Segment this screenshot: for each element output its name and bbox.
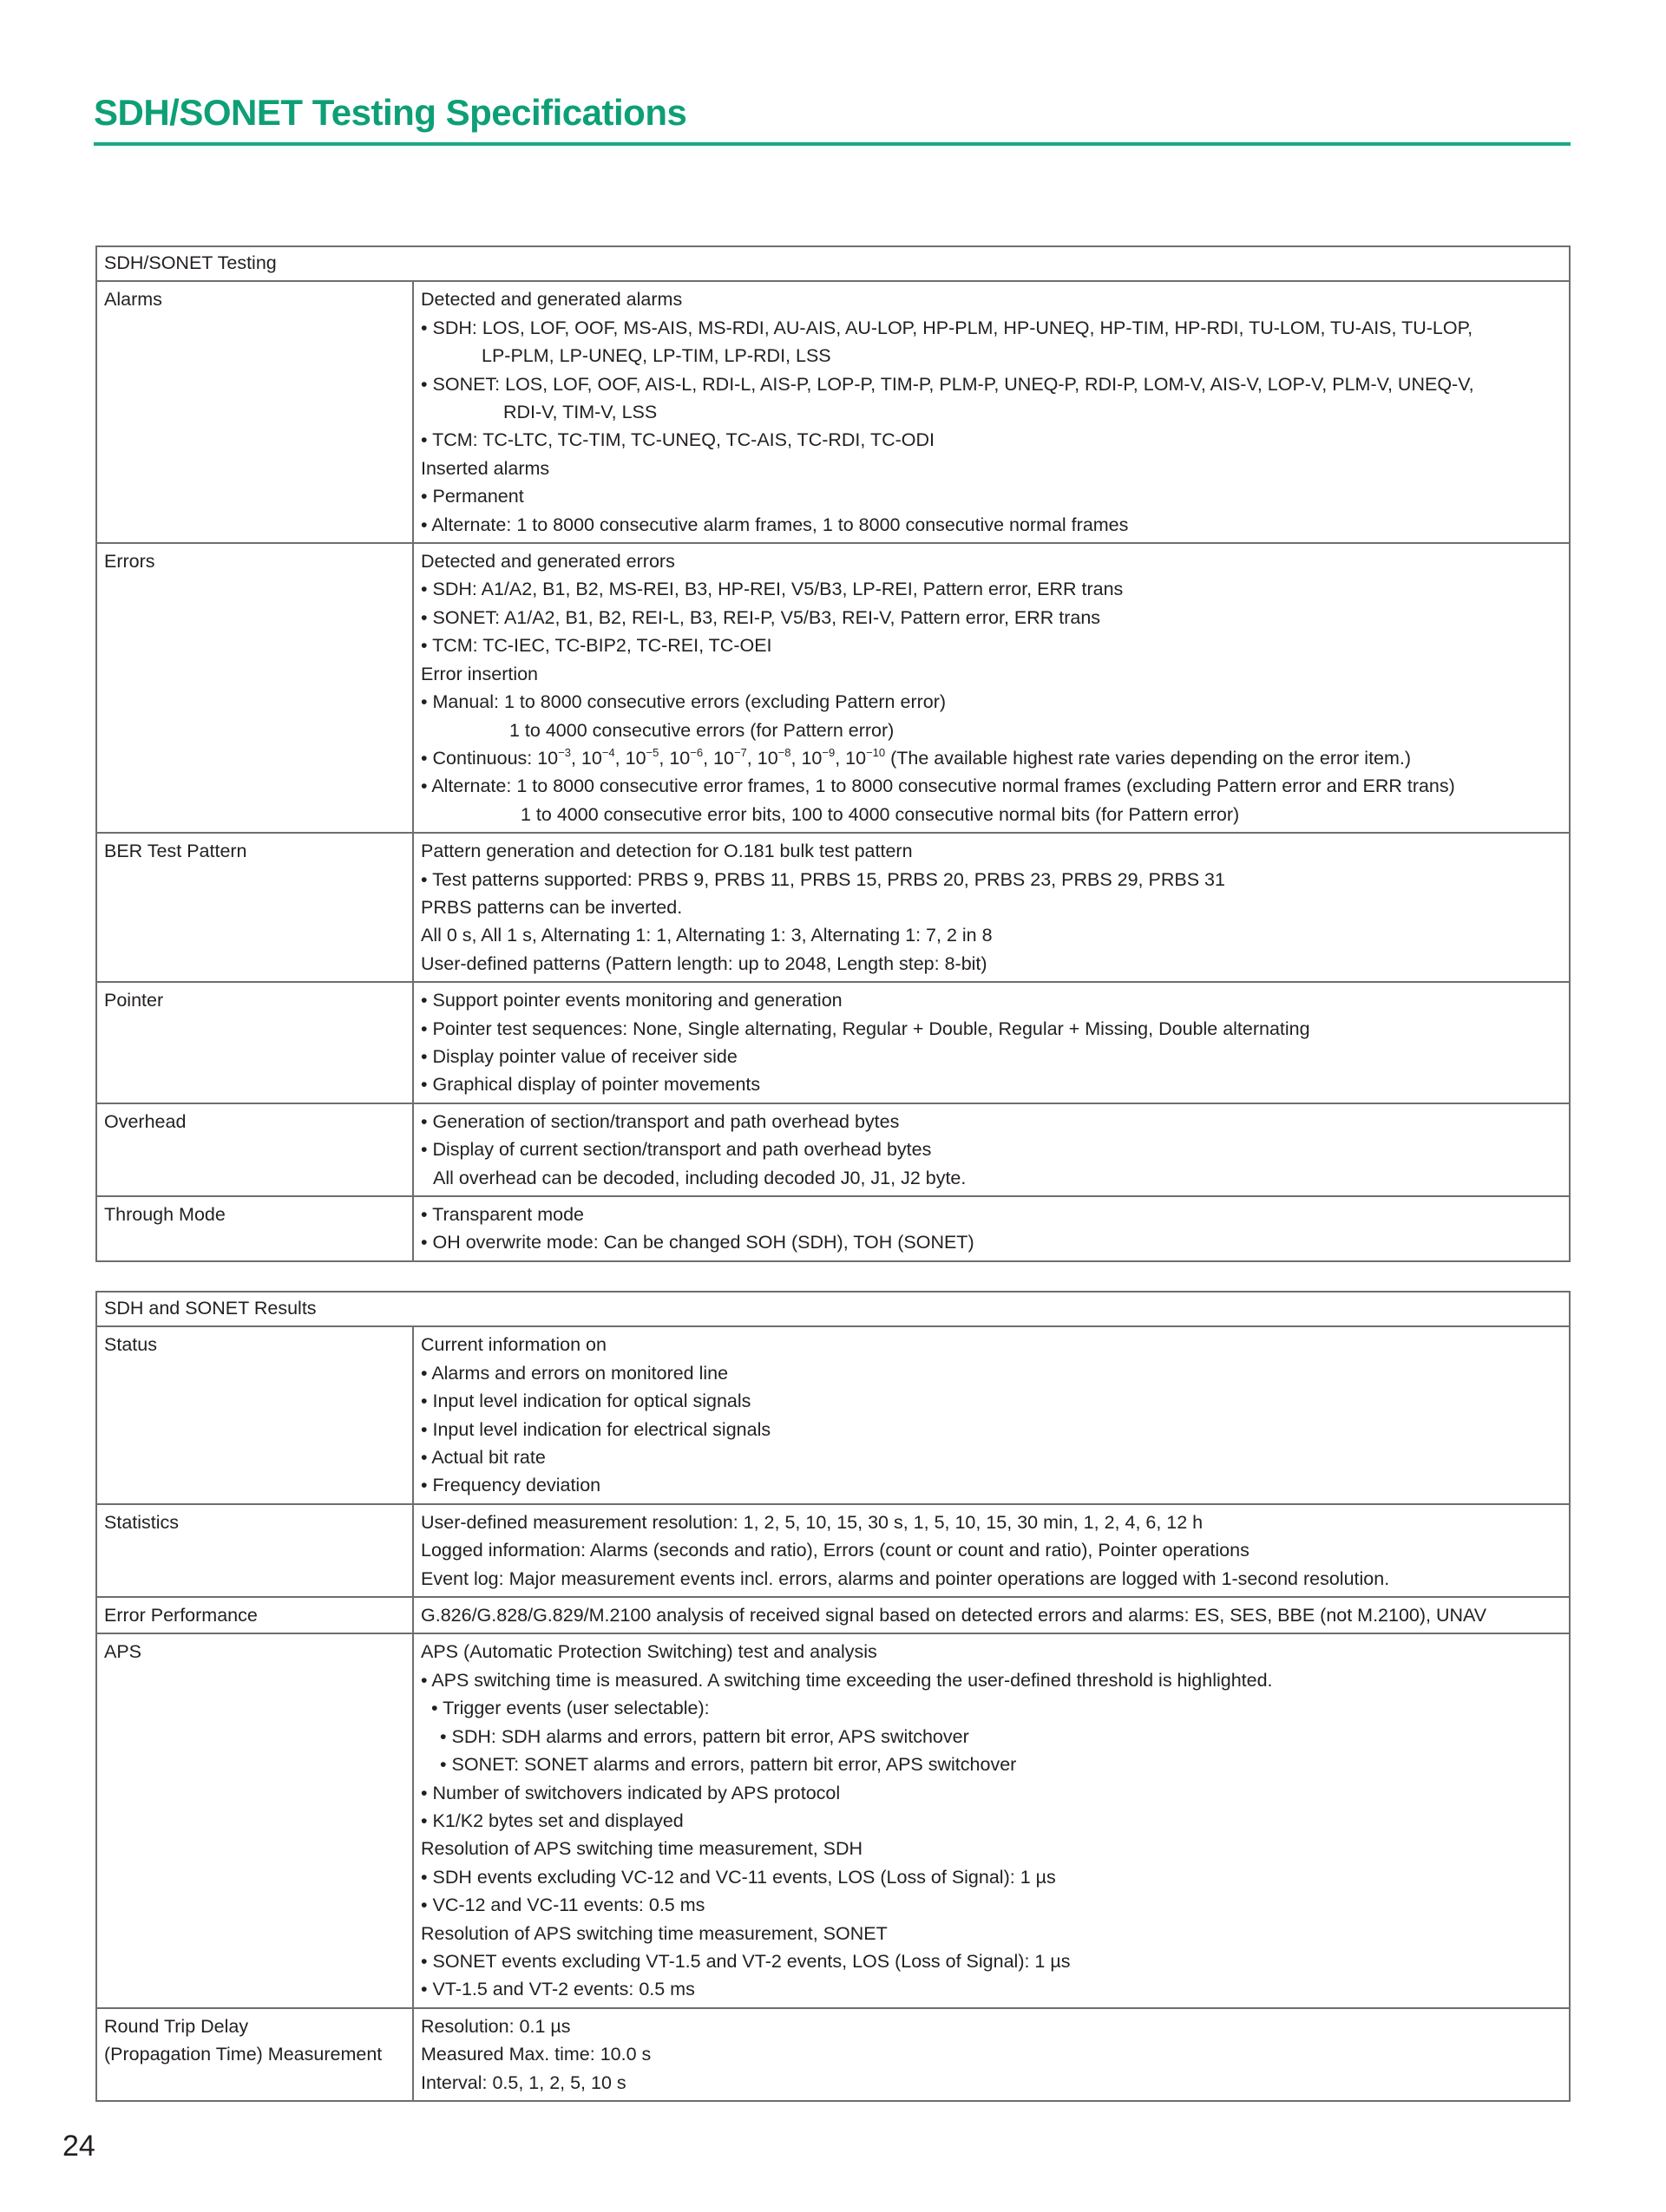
spec-line: All overhead can be decoded, including decoded J0, J1, J2 byte. (433, 1167, 967, 1188)
table-row (96, 281, 1570, 543)
spec-line: User-defined patterns (Pattern length: up to 2048, Length step: 8-bit) (421, 952, 987, 974)
spec-line: • Actual bit rate (421, 1447, 546, 1469)
page-title: SDH/SONET Testing Specifications (94, 92, 687, 133)
spec-line: • TCM: TC-LTC, TC-TIM, TC-UNEQ, TC-AIS, TC-RDI, TC-ODI (421, 429, 935, 451)
row-label-status: Status (96, 1326, 413, 1503)
table-row (96, 543, 1570, 833)
row-content-errors (413, 543, 1570, 833)
row-content-statistics (413, 1504, 1570, 1597)
spec-line: G.826/G.828/G.829/M.2100 analysis of received signal based on detected errors and alarms: ES, SES, BBE (not M.2100), UNAV (421, 1605, 1487, 1626)
row-label-pointer: Pointer (96, 982, 413, 1103)
spec-line: • SDH: LOS, LOF, OOF, MS-AIS, MS-RDI, AU-AIS, AU-LOP, HP-PLM, HP-UNEQ, HP-TIM, HP-RDI, TU-LOM, TU-AIS, TU-LOP, (421, 317, 1473, 338)
spec-line: • Display pointer value of receiver side (421, 1045, 738, 1067)
table-row (96, 1633, 1570, 2007)
title-divider (94, 142, 1571, 146)
row-content-status (413, 1326, 1570, 1503)
table-header-row (96, 246, 1570, 281)
row-label-overhead: Overhead (96, 1103, 413, 1196)
spec-line: • Permanent (421, 486, 524, 507)
spec-line: • Support pointer events monitoring and generation (421, 990, 843, 1011)
spec-line: • SONET: SONET alarms and errors, pattern bit error, APS switchover (440, 1754, 1017, 1776)
row-content-error-performance (413, 1597, 1570, 1633)
spec-line: • Manual: 1 to 8000 consecutive errors (excluding Pattern error) (421, 691, 947, 713)
spec-line: • Graphical display of pointer movements (421, 1074, 761, 1096)
table-row (96, 1196, 1570, 1261)
spec-line: • VC-12 and VC-11 events: 0.5 ms (421, 1895, 705, 1916)
spec-line: LP-PLM, LP-UNEQ, LP-TIM, LP-RDI, LSS (482, 345, 831, 367)
spec-line: Interval: 0.5, 1, 2, 5, 10 s (421, 2071, 626, 2093)
spec-line: • Number of switchovers indicated by APS protocol (421, 1782, 841, 1803)
table-row (96, 2008, 1570, 2101)
spec-line: Logged information: Alarms (seconds and ratio), Errors (count or count and ratio), Pointer operations (421, 1540, 1250, 1561)
spec-line: • Test patterns supported: PRBS 9, PRBS 11, PRBS 15, PRBS 20, PRBS 23, PRBS 29, PRBS 31 (421, 868, 1225, 890)
spec-line: • Transparent mode (421, 1204, 584, 1225)
spec-line: Pattern generation and detection for O.181 bulk test pattern (421, 841, 913, 862)
spec-line: Measured Max. time: 10.0 s (421, 2044, 652, 2065)
row-content-round-trip-delay (413, 2008, 1570, 2101)
spec-line: • APS switching time is measured. A switching time exceeding the user-defined threshold is highlighted. (421, 1669, 1273, 1691)
continuous-rates-line: • Continuous: $10^{-3}$, $10^{-4}$, $10^{-5}$, $10^{-6}$, $10^{-7}$, $10^{-8}$, $10^{-9}$, $10^{-10}$ (The available highest rate varies depending on the error item.) (421, 745, 1412, 769)
table-row (96, 1504, 1570, 1597)
sdh-sonet-testing-table (95, 245, 1571, 1262)
row-label-aps: APS (96, 1633, 413, 2007)
row-label-round-trip-delay: Round Trip Delay (Propagation Time) Measurement (96, 2008, 413, 2101)
spec-line: • TCM: TC-IEC, TC-BIP2, TC-REI, TC-OEI (421, 635, 772, 657)
spec-line: Detected and generated alarms (421, 289, 683, 311)
spec-line: RDI-V, TIM-V, LSS (503, 402, 658, 423)
table-row (96, 1597, 1570, 1633)
spec-line: • Alternate: 1 to 8000 consecutive alarm frames, 1 to 8000 consecutive normal frames (421, 514, 1129, 535)
row-content-through-mode (413, 1196, 1570, 1261)
table-row (96, 982, 1570, 1103)
spec-line: Event log: Major measurement events incl. errors, alarms and pointer operations are logged with 1-second resolution. (421, 1567, 1390, 1589)
row-label-through-mode: Through Mode (96, 1196, 413, 1261)
row-content-pointer (413, 982, 1570, 1103)
spec-line: PRBS patterns can be inverted. (421, 896, 683, 918)
row-label-statistics: Statistics (96, 1504, 413, 1597)
row-content-ber-test-pattern (413, 833, 1570, 982)
spec-line: • SONET events excluding VT-1.5 and VT-2 events, LOS (Loss of Signal): 1 µs (421, 1950, 1071, 1972)
row-label-ber-test-pattern: BER Test Pattern (96, 833, 413, 982)
spec-line: • Trigger events (user selectable): (431, 1698, 710, 1719)
spec-line: • SDH: A1/A2, B1, B2, MS-REI, B3, HP-REI, V5/B3, LP-REI, Pattern error, ERR trans (421, 579, 1124, 600)
table-row (96, 1103, 1570, 1196)
spec-line: User-defined measurement resolution: 1, 2, 5, 10, 15, 30 s, 1, 5, 10, 15, 30 min, 1, 2, 4, 6, 12 h (421, 1511, 1204, 1533)
spec-line: • SONET: LOS, LOF, OOF, AIS-L, RDI-L, AIS-P, LOP-P, TIM-P, PLM-P, UNEQ-P, RDI-P, LOM-V, AIS-V, LOP-V, PLM-V, UNEQ-V, (421, 373, 1474, 395)
spec-line: • Input level indication for electrical signals (421, 1418, 771, 1440)
row-content-overhead (413, 1103, 1570, 1196)
spec-line: Detected and generated errors (421, 551, 675, 573)
row-label-error-performance: Error Performance (96, 1597, 413, 1633)
spec-line: • Alarms and errors on monitored line (421, 1362, 729, 1384)
spec-line: • Frequency deviation (421, 1475, 601, 1496)
spec-line: Resolution of APS switching time measurement, SONET (421, 1922, 888, 1944)
spec-line: • VT-1.5 and VT-2 events: 0.5 ms (421, 1979, 695, 2000)
spec-line: • Display of current section/transport and path overhead bytes (421, 1139, 932, 1161)
spec-line: Error insertion (421, 663, 539, 684)
spec-line: 1 to 4000 consecutive errors (for Pattern error) (509, 719, 895, 741)
spec-line: 1 to 4000 consecutive error bits, 100 to 4000 consecutive normal bits (for Pattern error) (521, 803, 1240, 825)
spec-line: APS (Automatic Protection Switching) test and analysis (421, 1641, 877, 1663)
table-row (96, 1326, 1570, 1503)
sdh-sonet-results-table (95, 1291, 1571, 2102)
spec-line: • Input level indication for optical signals (421, 1391, 751, 1412)
spec-line: • Alternate: 1 to 8000 consecutive error frames, 1 to 8000 consecutive normal frames (excluding Pattern error and ERR trans) (421, 776, 1455, 797)
row-label-alarms: Alarms (96, 281, 413, 543)
page-number: 24 (62, 2130, 95, 2163)
table-header: SDH and SONET Results (96, 1292, 1570, 1326)
spec-line: • SONET: A1/A2, B1, B2, REI-L, B3, REI-P, V5/B3, REI-V, Pattern error, ERR trans (421, 606, 1101, 628)
spec-line: All 0 s, All 1 s, Alternating 1: 1, Alternating 1: 3, Alternating 1: 7, 2 in 8 (421, 925, 993, 946)
spec-line: Resolution: 0.1 µs (421, 2015, 571, 2037)
table-row (96, 833, 1570, 982)
spec-line: • SDH: SDH alarms and errors, pattern bit error, APS switchover (440, 1725, 969, 1747)
spec-line: • SDH events excluding VC-12 and VC-11 events, LOS (Loss of Signal): 1 µs (421, 1866, 1056, 1888)
spec-line: Current information on (421, 1334, 607, 1356)
spec-line: • K1/K2 bytes set and displayed (421, 1810, 684, 1831)
row-label-errors: Errors (96, 543, 413, 833)
table-header-row (96, 1292, 1570, 1326)
spec-line: • Pointer test sequences: None, Single alternating, Regular + Double, Regular + Missing, Double alternating (421, 1018, 1310, 1039)
spec-line: Resolution of APS switching time measurement, SDH (421, 1838, 863, 1860)
spec-line: • OH overwrite mode: Can be changed SOH (SDH), TOH (SONET) (421, 1232, 974, 1253)
spec-line: • Generation of section/transport and path overhead bytes (421, 1110, 900, 1132)
table-header: SDH/SONET Testing (96, 246, 1570, 281)
row-content-aps (413, 1633, 1570, 2007)
row-content-alarms (413, 281, 1570, 543)
spec-line: Inserted alarms (421, 457, 550, 479)
